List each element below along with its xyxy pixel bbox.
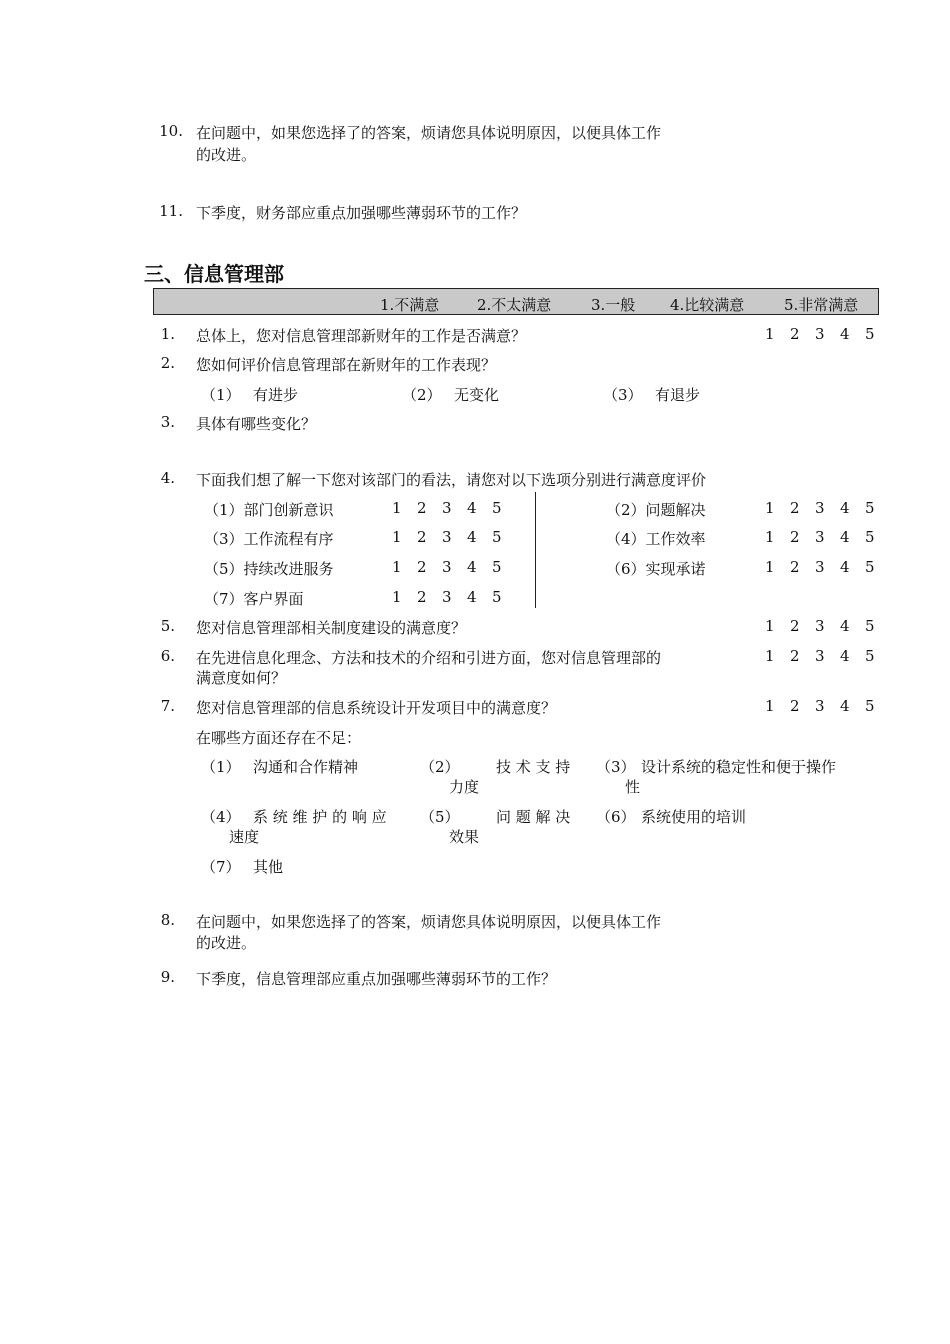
- rating-option[interactable]: 2: [417, 588, 427, 606]
- rating-option[interactable]: 3: [815, 697, 825, 715]
- question-number: 10.: [159, 122, 183, 140]
- question-number: 4.: [160, 469, 175, 487]
- question-number: 2.: [160, 354, 175, 372]
- rating-scale: [765, 528, 890, 546]
- rating-option[interactable]: 5: [865, 647, 875, 665]
- question-text: 下季度，信息管理部应重点加强哪些薄弱环节的工作？: [196, 970, 557, 988]
- question-text: 在先进信息化理念、方法和技术的介绍和引进方面，您对信息管理部的: [196, 649, 662, 667]
- rating-scale: [392, 499, 517, 517]
- rating-option[interactable]: 4: [840, 499, 850, 517]
- rating-scale: [765, 647, 890, 665]
- question-text: 您如何评价信息管理部在新财年的工作表现？: [196, 356, 497, 374]
- rating-option[interactable]: 4: [467, 499, 477, 517]
- rating-option[interactable]: 3: [815, 558, 825, 576]
- rating-option[interactable]: 4: [467, 558, 477, 576]
- scale-label-1: 1.不满意: [380, 296, 440, 314]
- choice-label-continued: 效果: [449, 828, 480, 846]
- rating-option[interactable]: 1: [765, 697, 775, 715]
- rating-option[interactable]: 2: [417, 499, 427, 517]
- choice-label: 设计系统的稳定性和便于操作: [641, 758, 837, 776]
- choice-label: 无变化: [454, 386, 500, 404]
- rating-option[interactable]: 1: [765, 528, 775, 546]
- rating-option[interactable]: 4: [840, 325, 850, 343]
- choice-label: 有退步: [655, 386, 701, 404]
- rating-option[interactable]: 5: [865, 528, 875, 546]
- choice-code[interactable]: （2）: [420, 758, 460, 776]
- rating-option[interactable]: 3: [442, 528, 452, 546]
- rating-item-label: （7）客户界面: [204, 590, 304, 608]
- rating-option[interactable]: 3: [442, 558, 452, 576]
- choice-label: 沟通和合作精神: [253, 758, 359, 776]
- rating-option[interactable]: 5: [492, 588, 502, 606]
- rating-item-label: （5）持续改进服务: [204, 560, 334, 578]
- rating-option[interactable]: 1: [392, 588, 402, 606]
- question-number: 9.: [160, 968, 175, 986]
- choice-label: 系 统 维 护 的 响 应: [253, 808, 387, 826]
- question-text: 在问题中，如果您选择了的答案，烦请您具体说明原因，以便具体工作: [196, 124, 662, 142]
- choice-label: 系统使用的培训: [641, 808, 747, 826]
- rating-scale: [392, 588, 517, 606]
- scale-label-2: 2.不太满意: [477, 296, 552, 314]
- rating-option[interactable]: 5: [492, 499, 502, 517]
- rating-scale: [765, 499, 890, 517]
- rating-option[interactable]: 4: [467, 588, 477, 606]
- rating-scale: [765, 558, 890, 576]
- scale-label-3: 3.一般: [591, 296, 636, 314]
- rating-option[interactable]: 1: [765, 558, 775, 576]
- question-number: 11.: [159, 202, 183, 220]
- rating-option[interactable]: 2: [790, 617, 800, 635]
- rating-scale: [392, 558, 517, 576]
- rating-scale: [765, 697, 890, 715]
- rating-option[interactable]: 2: [417, 528, 427, 546]
- choice-code[interactable]: （3）: [603, 386, 643, 404]
- rating-option[interactable]: 3: [815, 647, 825, 665]
- rating-option[interactable]: 2: [790, 528, 800, 546]
- rating-scale: [765, 325, 890, 343]
- choice-label: 技 术 支 持: [496, 758, 571, 776]
- rating-option[interactable]: 4: [840, 528, 850, 546]
- choice-label: 问 题 解 决: [496, 808, 571, 826]
- question-text: 您对信息管理部的信息系统设计开发项目中的满意度？: [196, 699, 557, 717]
- rating-option[interactable]: 4: [840, 697, 850, 715]
- rating-option[interactable]: 5: [492, 558, 502, 576]
- question-text: 下季度，财务部应重点加强哪些薄弱环节的工作？: [196, 204, 527, 222]
- rating-option[interactable]: 1: [392, 528, 402, 546]
- question-text: 在问题中，如果您选择了的答案，烦请您具体说明原因，以便具体工作: [196, 913, 662, 931]
- question-number: 7.: [160, 697, 175, 715]
- scale-label-4: 4.比较满意: [670, 296, 745, 314]
- rating-option[interactable]: 4: [840, 617, 850, 635]
- rating-option[interactable]: 1: [392, 499, 402, 517]
- sub-question-text: 在哪些方面还存在不足：: [196, 729, 362, 747]
- rating-option[interactable]: 1: [765, 499, 775, 517]
- question-number: 1.: [160, 325, 175, 343]
- rating-option[interactable]: 5: [492, 528, 502, 546]
- rating-item-label: （3）工作流程有序: [204, 530, 334, 548]
- choice-code[interactable]: （2）: [402, 386, 442, 404]
- rating-option[interactable]: 2: [790, 325, 800, 343]
- rating-option[interactable]: 3: [815, 499, 825, 517]
- choice-code[interactable]: （1）: [201, 758, 241, 776]
- rating-option[interactable]: 5: [865, 499, 875, 517]
- rating-scale: [392, 528, 517, 546]
- choice-code[interactable]: （6）: [596, 808, 636, 826]
- rating-scale: [765, 617, 890, 635]
- rating-item-label: （4）工作效率: [606, 530, 706, 548]
- rating-item-label: （6）实现承诺: [606, 560, 706, 578]
- rating-option[interactable]: 2: [790, 647, 800, 665]
- question-number: 8.: [160, 911, 175, 929]
- question-text-continued: 的改进。: [196, 934, 257, 952]
- rating-option[interactable]: 4: [840, 558, 850, 576]
- rating-option[interactable]: 4: [467, 528, 477, 546]
- rating-option[interactable]: 2: [790, 558, 800, 576]
- rating-option[interactable]: 2: [790, 499, 800, 517]
- rating-option[interactable]: 1: [392, 558, 402, 576]
- question-number: 6.: [160, 647, 175, 665]
- choice-code[interactable]: （5）: [420, 808, 460, 826]
- rating-option[interactable]: 5: [865, 558, 875, 576]
- rating-option[interactable]: 1: [765, 647, 775, 665]
- choice-code[interactable]: （3）: [596, 758, 636, 776]
- column-divider: [535, 492, 536, 608]
- rating-option[interactable]: 3: [815, 617, 825, 635]
- rating-item-label: （1）部门创新意识: [204, 501, 334, 519]
- rating-option[interactable]: 1: [765, 325, 775, 343]
- rating-option[interactable]: 5: [865, 325, 875, 343]
- choice-code[interactable]: （1）: [201, 386, 241, 404]
- rating-option[interactable]: 2: [790, 697, 800, 715]
- question-number: 5.: [160, 617, 175, 635]
- rating-option[interactable]: 2: [417, 558, 427, 576]
- question-text: 下面我们想了解一下您对该部门的看法，请您对以下选项分别进行满意度评价: [196, 471, 707, 489]
- question-text: 具体有哪些变化？: [196, 415, 317, 433]
- choice-label-continued: 速度: [229, 828, 260, 846]
- choice-label: 有进步: [253, 386, 299, 404]
- question-number: 3.: [160, 413, 175, 431]
- rating-option[interactable]: 3: [442, 588, 452, 606]
- rating-option[interactable]: 3: [442, 499, 452, 517]
- rating-option[interactable]: 1: [765, 617, 775, 635]
- rating-option[interactable]: 5: [865, 697, 875, 715]
- scale-label-5: 5.非常满意: [784, 296, 859, 314]
- rating-item-label: （2）问题解决: [606, 501, 706, 519]
- section-title: 三、信息管理部: [144, 262, 284, 286]
- rating-option[interactable]: 4: [840, 647, 850, 665]
- question-text: 总体上，您对信息管理部新财年的工作是否满意？: [196, 327, 527, 345]
- question-text-continued: 满意度如何？: [196, 669, 287, 687]
- choice-label: 其他: [253, 858, 284, 876]
- question-text-continued: 的改进。: [196, 146, 257, 164]
- rating-option[interactable]: 3: [815, 528, 825, 546]
- choice-code[interactable]: （7）: [201, 858, 241, 876]
- choice-code[interactable]: （4）: [201, 808, 241, 826]
- choice-label-continued: 性: [625, 778, 641, 796]
- rating-option[interactable]: 5: [865, 617, 875, 635]
- question-text: 您对信息管理部相关制度建设的满意度？: [196, 619, 467, 637]
- rating-option[interactable]: 3: [815, 325, 825, 343]
- choice-label-continued: 力度: [449, 778, 480, 796]
